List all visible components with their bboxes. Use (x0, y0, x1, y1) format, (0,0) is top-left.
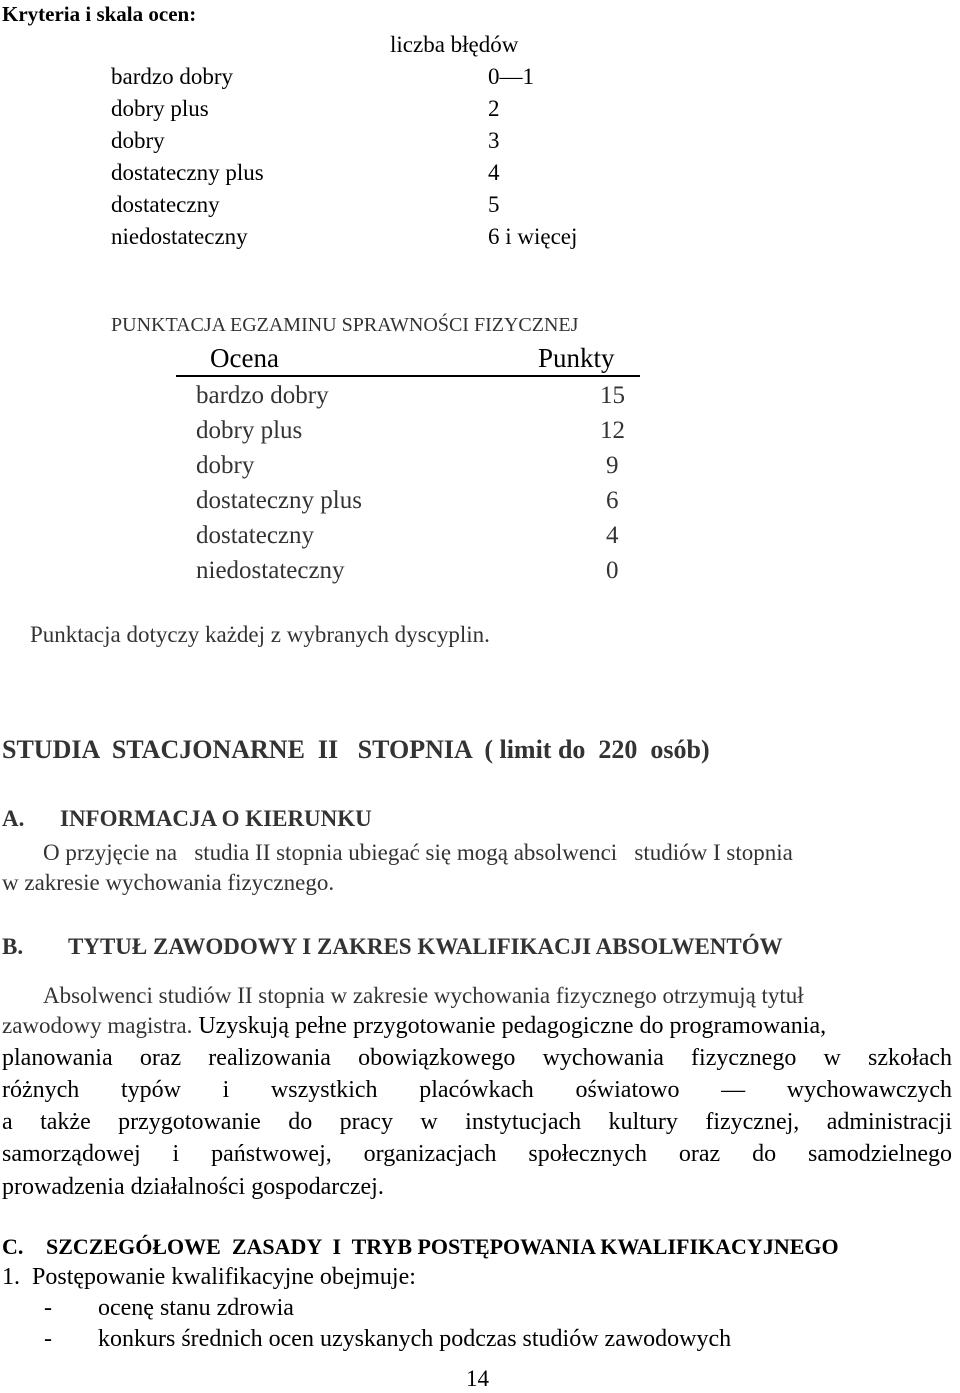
studies-heading: STUDIA STACJONARNE II STOPNIA ( limit do 220 osób) (2, 735, 710, 764)
points-grade: dobry (196, 452, 255, 479)
section-a-label: A. (2, 806, 25, 831)
section-a-text: O przyjęcie na studia II stopnia ubiegać się mogą absolwenci studiów I stopnia (43, 840, 793, 865)
section-b-text: Absolwenci studiów II stopnia w zakresie wychowania fizycznego otrzymują tytuł (43, 983, 804, 1008)
section-b-paragraph-line: prowadzenia działalności gospodarczej. (2, 1174, 384, 1200)
criteria-title: Kryteria i skala ocen: (2, 2, 197, 26)
points-value: 12 (600, 417, 625, 444)
list-item: konkurs średnich ocen uzyskanych podczas studiów zawodowych (98, 1326, 732, 1352)
criteria-value: 5 (488, 192, 500, 217)
qualification-item-1: 1. Postępowanie kwalifikacyjne obejmuje: (2, 1264, 416, 1290)
section-c-label: C. (2, 1234, 24, 1259)
criteria-value: 6 i więcej (488, 224, 578, 249)
section-a-text: w zakresie wychowania fizycznego. (2, 870, 335, 895)
errors-column-header: liczba błędów (390, 32, 519, 57)
points-grade: dobry plus (196, 417, 303, 444)
criteria-grade: dobry plus (111, 96, 209, 121)
points-value: 15 (600, 382, 625, 409)
criteria-grade: dostateczny plus (111, 160, 264, 185)
points-header-points: Punkty (538, 343, 615, 373)
points-grade: dostateczny plus (196, 487, 362, 514)
points-header-grade: Ocena (210, 343, 279, 373)
section-b-paragraph-line: a także przygotowanie do pracy w instytucjach kultury fizycznej, administracji (2, 1109, 952, 1135)
section-a-title: INFORMACJA O KIERUNKU (60, 806, 372, 831)
section-b-text: Uzyskują pełne przygotowanie pedagogiczne do programowania, (192, 1013, 827, 1039)
section-b-text: zawodowy magistra. (2, 1013, 193, 1038)
section-b-paragraph-line: planowania oraz realizowania obowiązkowego wychowania fizycznego w szkołach (2, 1045, 952, 1071)
points-grade: niedostateczny (196, 557, 345, 584)
list-dash: - (44, 1295, 52, 1321)
criteria-value: 0—1 (488, 64, 534, 89)
criteria-grade: bardzo dobry (111, 64, 233, 89)
points-grade: dostateczny (196, 522, 315, 549)
points-value: 6 (606, 487, 619, 514)
criteria-value: 4 (488, 160, 500, 185)
points-grade: bardzo dobry (196, 382, 329, 409)
list-item: ocenę stanu zdrowia (98, 1295, 294, 1321)
section-b-paragraph-line: różnych typów i wszystkich placówkach oświatowo — wychowawczych (2, 1077, 952, 1103)
page-number: 14 (466, 1366, 489, 1391)
points-header-underline (176, 375, 640, 377)
points-value: 4 (606, 522, 619, 549)
section-b-paragraph-line: samorządowej i państwowej, organizacjach społecznych oraz do samodzielnego (2, 1141, 952, 1167)
section-b-label: B. (2, 934, 24, 959)
criteria-grade: dobry (111, 128, 165, 153)
section-b-title: TYTUŁ ZAWODOWY I ZAKRES KWALIFIKACJI ABSOLWENTÓW (68, 934, 783, 959)
fitness-exam-title: PUNKTACJA EGZAMINU SPRAWNOŚCI FIZYCZNEJ (111, 314, 579, 336)
points-note: Punktacja dotyczy każdej z wybranych dyscyplin. (30, 622, 490, 647)
criteria-value: 2 (488, 96, 500, 121)
section-c-title: SZCZEGÓŁOWE ZASADY I TRYB POSTĘPOWANIA KWALIFIKACYJNEGO (46, 1234, 839, 1259)
points-value: 9 (606, 452, 619, 479)
criteria-grade: dostateczny (111, 192, 220, 217)
points-value: 0 (606, 557, 619, 584)
criteria-value: 3 (488, 128, 500, 153)
list-dash: - (44, 1326, 52, 1352)
criteria-grade: niedostateczny (111, 224, 248, 249)
section-b-paragraph-line (2, 1013, 826, 1040)
